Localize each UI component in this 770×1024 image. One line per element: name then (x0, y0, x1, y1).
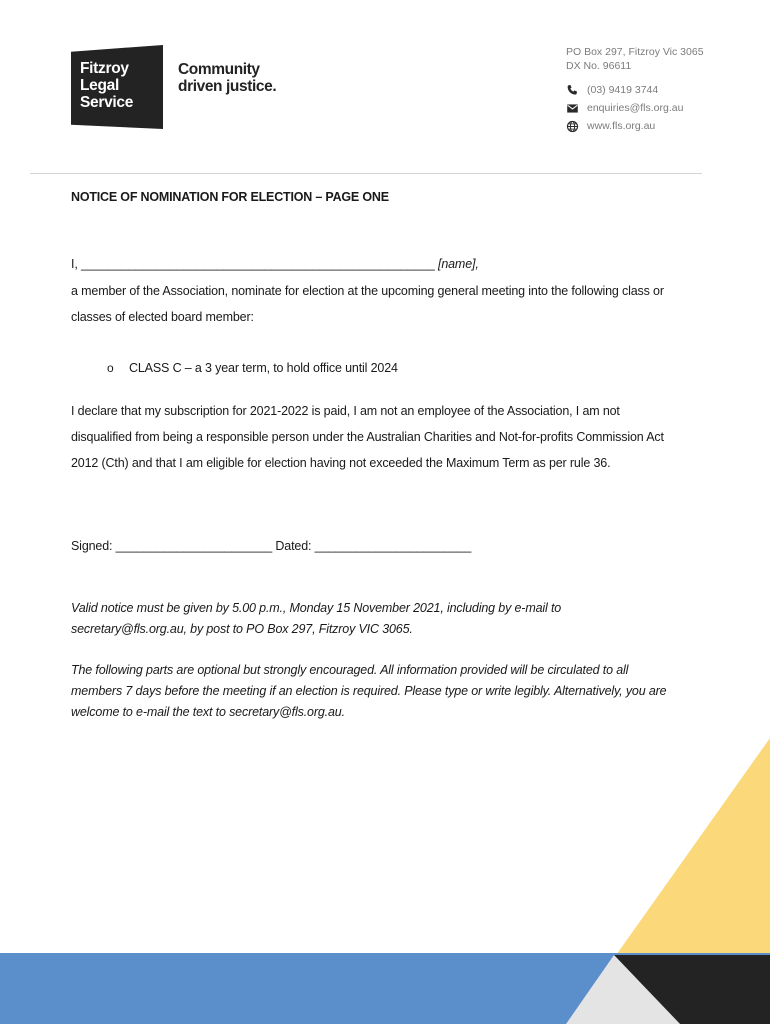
declaration-line-1: I declare that my subscription for 2021-2022 is paid, I am not an employee of the Association, I am not (71, 404, 620, 418)
notice-line-1: Valid notice must be given by 5.00 p.m., Monday 15 November 2021, including by e-mail to (71, 601, 562, 615)
page-title: NOTICE OF NOMINATION FOR ELECTION – PAGE ONE (71, 190, 389, 204)
globe-icon (566, 120, 579, 133)
yellow-triangle (614, 738, 770, 958)
logo-line-3: Service (80, 94, 134, 111)
signature-line[interactable]: Signed: _______________________ Dated: _______________________ (71, 539, 472, 553)
dx-number: DX No. 96611 (566, 60, 632, 72)
name-placeholder: [name], (438, 257, 479, 271)
bullet-marker: o (107, 361, 114, 375)
nomination-paragraph-line-1: a member of the Association, nominate for election at the upcoming general meeting into the following class or (71, 284, 664, 298)
tagline-line-1: Community (178, 61, 260, 78)
logo-line-1: Fitzroy (80, 60, 129, 77)
class-c-option: CLASS C – a 3 year term, to hold office until 2024 (129, 361, 398, 375)
declaration-line-3: 2012 (Cth) and that I am eligible for election having not exceeded the Maximum Term as per rule 36. (71, 456, 611, 470)
declaration-line-2: disqualified from being a responsible person under the Australian Charities and Not-for-profits Commission Act (71, 430, 664, 444)
website-row (566, 119, 655, 133)
phone-icon (566, 84, 579, 97)
optional-line-3: welcome to e-mail the text to secretary@fls.org.au. (71, 705, 345, 719)
name-line (71, 256, 479, 272)
website-url[interactable]: www.fls.org.au (587, 120, 656, 132)
notice-line-2: secretary@fls.org.au, by post to PO Box 297, Fitzroy VIC 3065. (71, 622, 413, 636)
tagline-line-2: driven justice. (178, 78, 277, 95)
phone-number: (03) 9419 3744 (587, 84, 659, 96)
email-row (566, 101, 683, 115)
nomination-paragraph-line-2: classes of elected board member: (71, 310, 254, 324)
po-box-address: PO Box 297, Fitzroy Vic 3065 (566, 46, 704, 58)
name-line-prefix: I, ____________________________________________________ (71, 257, 438, 271)
optional-line-2: members 7 days before the meeting if an election is required. Please type or write legibly. Alternatively, you are (71, 684, 667, 698)
phone-row (566, 83, 658, 97)
email-address[interactable]: enquiries@fls.org.au (587, 102, 684, 114)
envelope-icon (566, 102, 579, 115)
logo (80, 60, 164, 111)
logo-line-2: Legal (80, 77, 119, 94)
optional-line-1: The following parts are optional but strongly encouraged. All information provided will be circulated to all (71, 663, 629, 677)
header-divider (30, 173, 702, 174)
logo-tagline (178, 61, 298, 95)
